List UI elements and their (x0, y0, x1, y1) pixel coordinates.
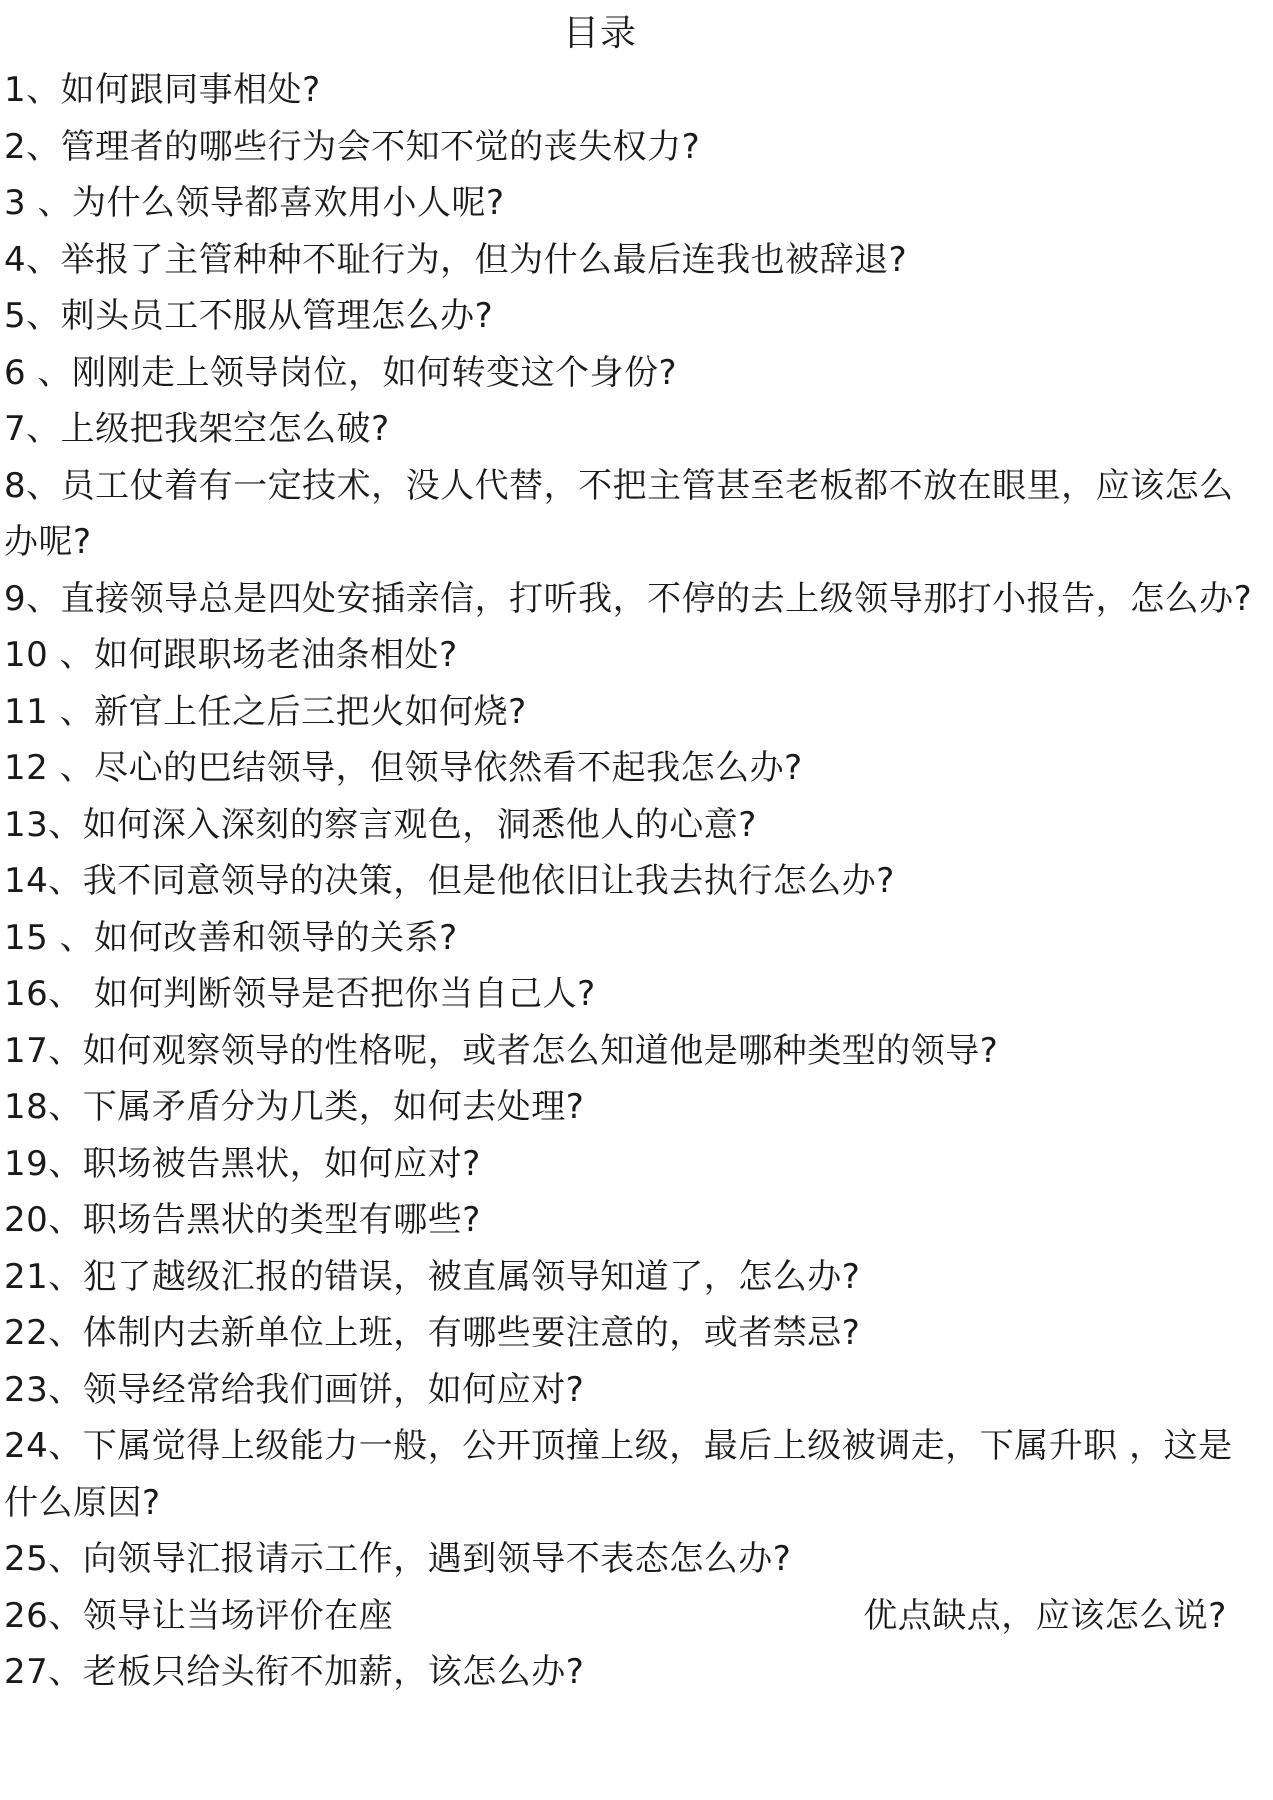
page-title: 目录 (562, 13, 637, 54)
toc-item-23: 23、领导经常给我们画饼，如何应对? (4, 1369, 585, 1410)
toc-item-1: 1、如何跟同事相处? (4, 70, 321, 110)
toc-item-8: 8、员工仗着有一定技术，没人代替，不把主管甚至老板都不放在眼里，应该怎么办呢? (4, 465, 1234, 562)
toc-item-6: 6 、刚刚走上领导岗位，如何转变这个身份? (4, 352, 677, 393)
toc-item-27: 27、老板只给头衔不加薪，该怎么办? (4, 1652, 585, 1692)
toc-item-16: 16、 如何判断领导是否把你当自己人? (4, 974, 596, 1014)
toc-item-26-part-b: 优点缺点，应该怎么说? (863, 1595, 1227, 1636)
toc-item-18: 18、下属矛盾分为几类，如何去处理? (4, 1087, 585, 1127)
toc-item-17: 17、如何观察领导的性格呢，或者怎么知道他是哪种类型的领导? (4, 1030, 999, 1071)
toc-item-21: 21、犯了越级汇报的错误，被直属领导知道了，怎么办? (4, 1256, 861, 1297)
toc-item-26 (4, 1588, 1266, 1645)
toc-item-20: 20、职场告黑状的类型有哪些? (4, 1200, 481, 1240)
toc-item-3: 3 、为什么领导都喜欢用小人呢? (4, 183, 505, 223)
toc-item-26-part-a: 26、领导让当场评价在座 (4, 1595, 394, 1636)
toc-item-22: 22、体制内去新单位上班，有哪些要注意的，或者禁忌? (4, 1313, 861, 1353)
toc-item-24: 24、下属觉得上级能力一般，公开顶撞上级，最后上级被调走，下属升职 ，这是什么原因? (4, 1426, 1233, 1523)
toc-item-14: 14、我不同意领导的决策，但是他依旧让我去执行怎么办? (4, 861, 895, 901)
toc-item-25: 25、向领导汇报请示工作，遇到领导不表态怎么办? (4, 1539, 792, 1579)
toc-item-5: 5、刺头员工不服从管理怎么办? (4, 296, 494, 336)
toc-item-19: 19、职场被告黑状，如何应对? (4, 1143, 481, 1184)
toc-item-4: 4、举报了主管种种不耻行为，但为什么最后连我也被辞退? (4, 239, 908, 280)
toc-item-9: 9、直接领导总是四处安插亲信，打听我，不停的去上级领导那打小报告，怎么办? (4, 578, 1253, 619)
toc-item-13: 13、如何深入深刻的察言观色，洞悉他人的心意? (4, 804, 757, 845)
toc-item-2: 2、管理者的哪些行为会不知不觉的丧失权力? (4, 126, 701, 167)
table-of-contents (4, 62, 1266, 1701)
toc-item-10: 10 、如何跟职场老油条相处? (4, 635, 458, 675)
toc-item-7: 7、上级把我架空怎么破? (4, 409, 390, 449)
toc-item-11: 11 、新官上任之后三把火如何烧? (4, 691, 527, 732)
toc-item-12: 12 、尽心的巴结领导，但领导依然看不起我怎么办? (4, 748, 803, 788)
toc-item-15: 15 、如何改善和领导的关系? (4, 917, 458, 958)
